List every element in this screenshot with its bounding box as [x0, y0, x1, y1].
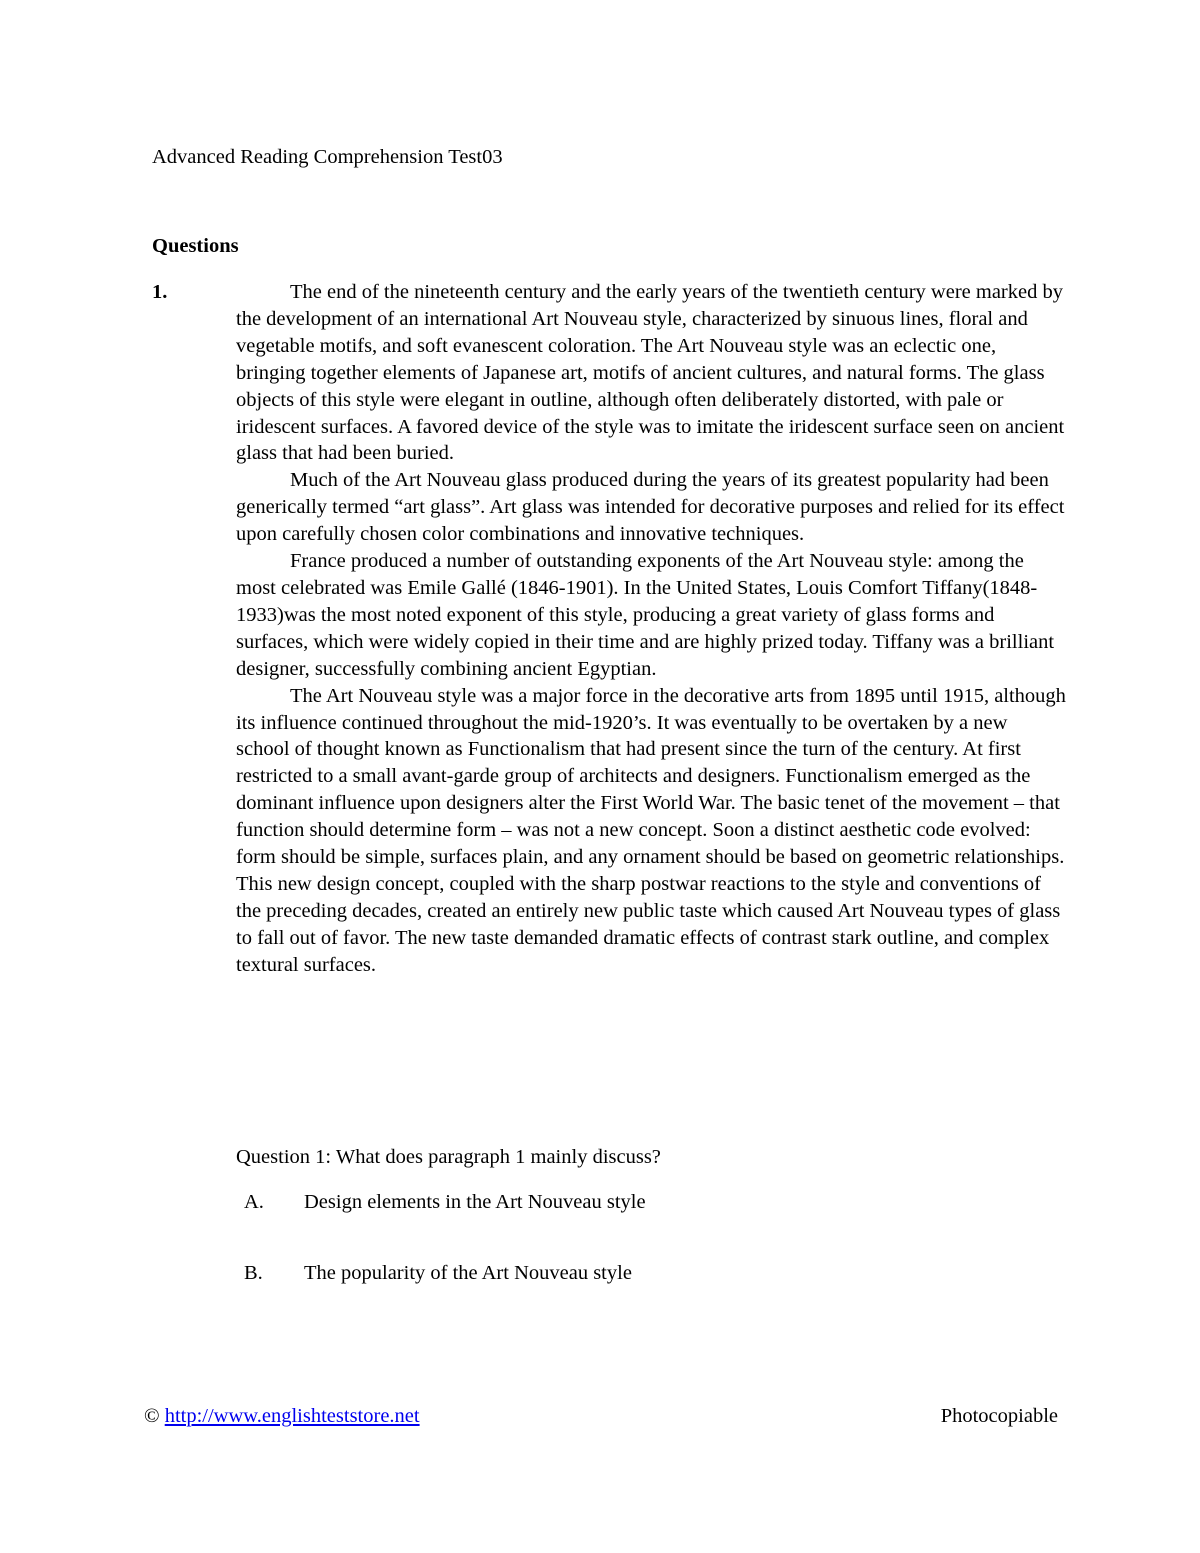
copyright-symbol: ©: [144, 1405, 160, 1427]
option-letter: B.: [244, 1262, 263, 1284]
option-letter: A.: [244, 1191, 264, 1213]
question-prompt: Question 1: What does paragraph 1 mainly discuss?: [236, 1146, 661, 1168]
reading-passage: [236, 279, 1066, 979]
passage-paragraph-3: France produced a number of outstanding exponents of the Art Nouveau style: among the most celebrated was Emile Gallé (1846-1901). In the United States, Louis Comfort Tiffany(1848-1933)was the most noted exponent of this style, producing a great variety of glass forms and surfaces, which were widely copied in their time and are highly prized today. Tiffany was a brilliant designer, successfully combining ancient Egyptian.: [236, 550, 1055, 680]
option-text: The popularity of the Art Nouveau style: [304, 1262, 632, 1284]
footer-copyright: [144, 1403, 420, 1429]
question-number: 1.: [152, 281, 168, 303]
passage-paragraph-4: The Art Nouveau style was a major force in the decorative arts from 1895 until 1915, although its influence continued throughout the mid-1920’s. It was eventually to be overtaken by a new school of thought known as Functionalism that had present since the turn of the century. At first restricted to a small avant-garde group of architects and designers. Functionalism emerged as the dominant influence upon designers alter the First World War. The basic tenet of the movement – that function should determine form – was not a new concept. Soon a distinct aesthetic code evolved: form should be simple, surfaces plain, and any ornament should be based on geometric relationships. This new design concept, coupled with the sharp postwar reactions to the style and conventions of the preceding decades, created an entirely new public taste which caused Art Nouveau types of glass to fall out of favor. The new taste demanded dramatic effects of contrast stark outline, and complex textural surfaces.: [236, 684, 1066, 976]
photocopiable-label: Photocopiable: [940, 1405, 1058, 1427]
option-text: Design elements in the Art Nouveau style: [304, 1191, 646, 1213]
passage-paragraph-1: The end of the nineteenth century and the early years of the twentieth century were marked by the development of an international Art Nouveau style, characterized by sinuous lines, floral and vegetable motifs, and soft evanescent coloration. The Art Nouveau style was an eclectic one, bringing together elements of Japanese art, motifs of ancient cultures, and natural forms. The glass objects of this style were elegant in outline, although often deliberately distorted, with pale or iridescent surfaces. A favored device of the style was to imitate the iridescent surface seen on ancient glass that had been buried.: [236, 281, 1065, 465]
section-heading: Questions: [152, 235, 239, 257]
website-link[interactable]: http://www.englishteststore.net: [164, 1405, 420, 1427]
document-title: Advanced Reading Comprehension Test03: [152, 146, 503, 168]
answer-option-b: [244, 1260, 632, 1286]
passage-paragraph-2: Much of the Art Nouveau glass produced during the years of its greatest popularity had been generically termed “art glass”. Art glass was intended for decorative purposes and relied for its effect upon carefully chosen color combinations and innovative techniques.: [236, 469, 1065, 546]
answer-option-a: [244, 1189, 646, 1215]
page-footer: [144, 1403, 1058, 1429]
